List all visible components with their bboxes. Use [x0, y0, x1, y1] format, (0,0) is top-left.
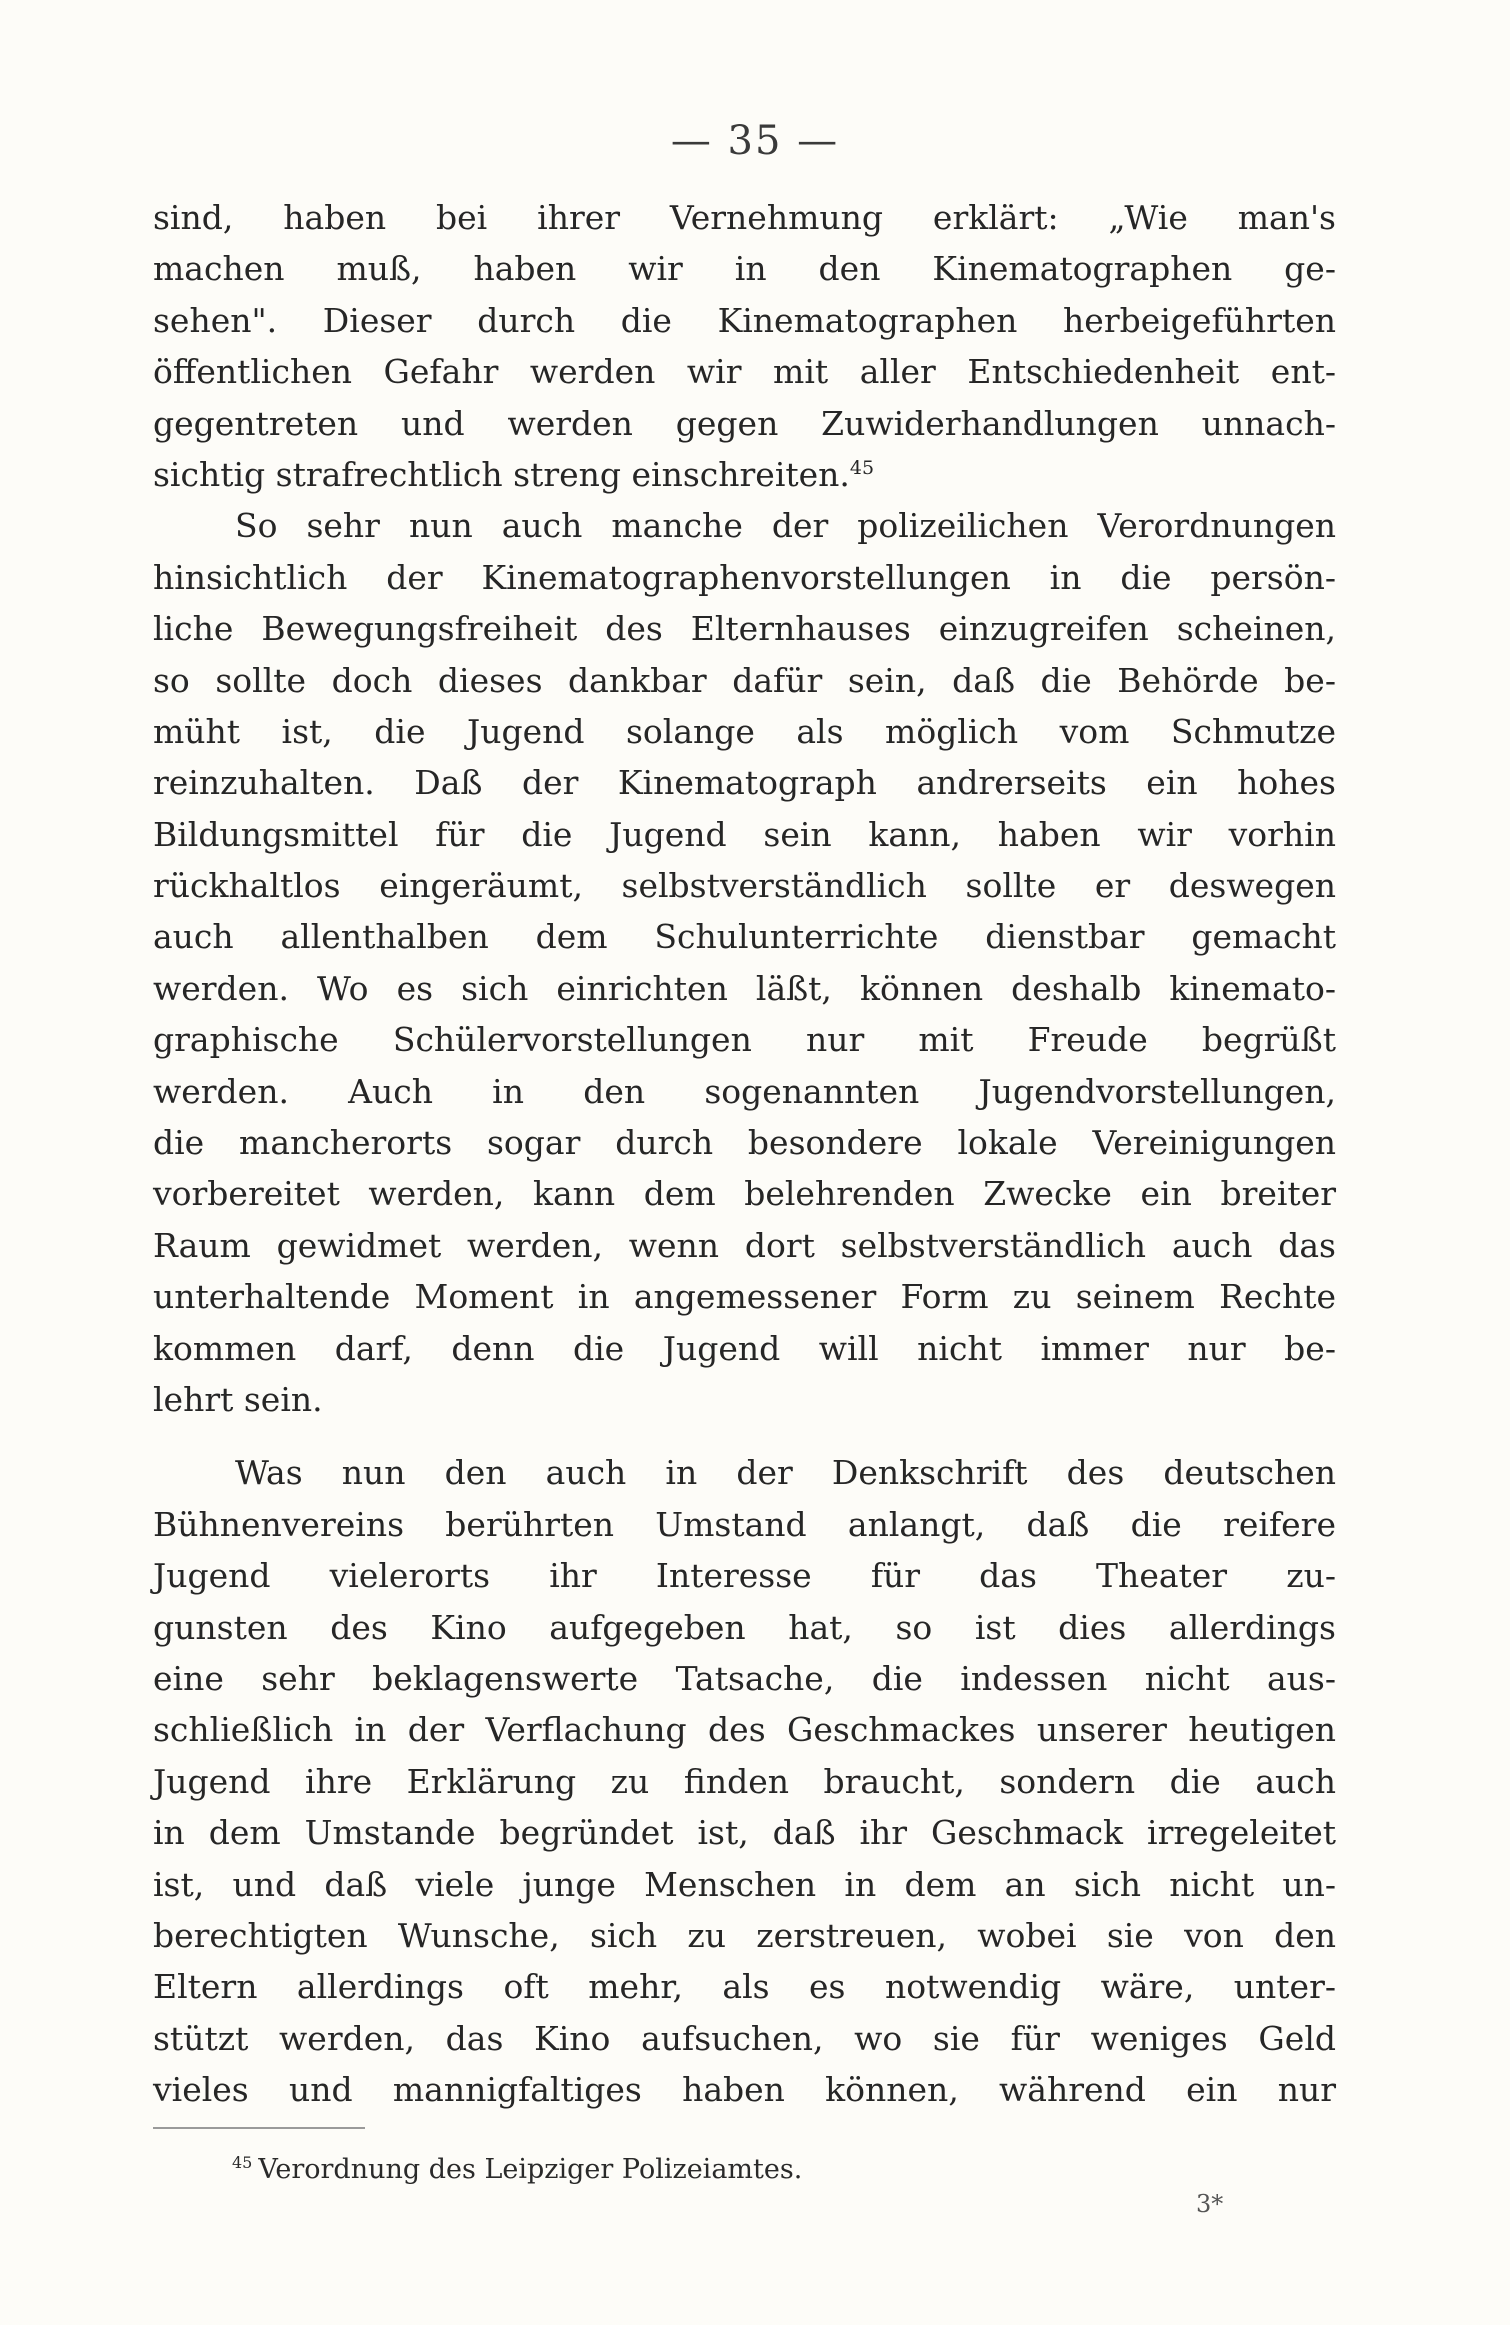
- text-line: gegentreten und werden gegen Zuwiderhandlungen unnach-: [153, 403, 1336, 443]
- text-line: vorbereitet werden, kann dem belehrenden Zwecke ein breiter: [153, 1174, 1336, 1214]
- text-line: Bühnenvereins berührten Umstand anlangt, daß die reifere: [153, 1504, 1336, 1544]
- paragraph-first-line: Was nun den auch in der Denkschrift des deutschen: [235, 1453, 1336, 1493]
- text-line: kommen darf, denn die Jugend will nicht immer nur be-: [153, 1328, 1336, 1368]
- text-line: Jugend ihre Erklärung zu finden braucht, sondern die auch: [153, 1761, 1336, 1801]
- text-line: stützt werden, das Kino aufsuchen, wo sie für weniges Geld: [153, 2018, 1336, 2058]
- text-line: sind, haben bei ihrer Vernehmung erklärt: „Wie man's: [153, 198, 1336, 237]
- text-line: ist, und daß viele junge Menschen in dem an sich nicht un-: [153, 1864, 1336, 1904]
- text-line: machen muß, haben wir in den Kinematographen ge-: [153, 249, 1336, 289]
- text-line: werden. Wo es sich einrichten läßt, können deshalb kinemato-: [153, 968, 1336, 1008]
- footnote: [232, 2153, 802, 2185]
- text-line: hinsichtlich der Kinematographenvorstellungen in die persön-: [153, 557, 1336, 597]
- text-line: in dem Umstande begründet ist, daß ihr Geschmack irregeleitet: [153, 1813, 1336, 1853]
- text-line: die mancherorts sogar durch besondere lokale Vereinigungen: [153, 1123, 1336, 1163]
- text-line: berechtigten Wunsche, sich zu zerstreuen, wobei sie von den: [153, 1915, 1336, 1955]
- text-line: Eltern allerdings oft mehr, als es notwendig wäre, unter-: [153, 1967, 1336, 2007]
- footnote-divider: [153, 2127, 365, 2129]
- text-line: werden. Auch in den sogenannten Jugendvorstellungen,: [153, 1071, 1336, 1111]
- text-line: auch allenthalben dem Schulunterrichte dienstbar gemacht: [153, 917, 1336, 957]
- text-line: rückhaltlos eingeräumt, selbstverständlich sollte er deswegen: [153, 866, 1336, 906]
- text-line: so sollte doch dieses dankbar dafür sein, daß die Behörde be-: [153, 660, 1336, 700]
- text-line: Jugend vielerorts ihr Interesse für das Theater zu-: [153, 1556, 1336, 1596]
- text-line: öffentlichen Gefahr werden wir mit aller Entschiedenheit ent-: [153, 352, 1336, 392]
- footnote-marker: 45: [232, 2153, 253, 2172]
- text-line: schließlich in der Verflachung des Geschmackes unserer heutigen: [153, 1710, 1336, 1750]
- text-line: eine sehr beklagenswerte Tatsache, die indessen nicht aus-: [153, 1658, 1336, 1698]
- text-line-content: sichtig strafrechtlich streng einschreiten.: [153, 454, 850, 494]
- text-line: Raum gewidmet werden, wenn dort selbstverständlich auch das: [153, 1225, 1336, 1265]
- text-line: graphische Schülervorstellungen nur mit Freude begrüßt: [153, 1020, 1336, 1060]
- text-line: müht ist, die Jugend solange als möglich vom Schmutze: [153, 711, 1336, 751]
- body-text: [153, 192, 1336, 2115]
- text-line: unterhaltende Moment in angemessener Form zu seinem Rechte: [153, 1277, 1336, 1317]
- text-line: vieles und mannigfaltiges haben können, während ein nur: [153, 2070, 1336, 2110]
- text-line: Bildungsmittel für die Jugend sein kann, haben wir vorhin: [153, 814, 1336, 854]
- text-line: [153, 449, 1336, 500]
- sheet-signature: 3*: [1196, 2190, 1224, 2218]
- footnote-text: Verordnung des Leipziger Polizeiamtes.: [258, 2154, 803, 2185]
- text-line: reinzuhalten. Daß der Kinematograph andrerseits ein hohes: [153, 763, 1336, 803]
- text-line: sehen". Dieser durch die Kinematographen herbeigeführten: [153, 300, 1336, 340]
- text-line: gunsten des Kino aufgegeben hat, so ist dies allerdings: [153, 1607, 1336, 1647]
- footnote-reference: 45: [849, 456, 875, 479]
- paragraph-first-line: So sehr nun auch manche der polizeilichen Verordnungen: [235, 506, 1336, 546]
- text-line: liche Bewegungsfreiheit des Elternhauses einzugreifen scheinen,: [153, 609, 1336, 649]
- text-line: lehrt sein.: [153, 1379, 323, 1419]
- page-number: — 35 —: [670, 118, 840, 164]
